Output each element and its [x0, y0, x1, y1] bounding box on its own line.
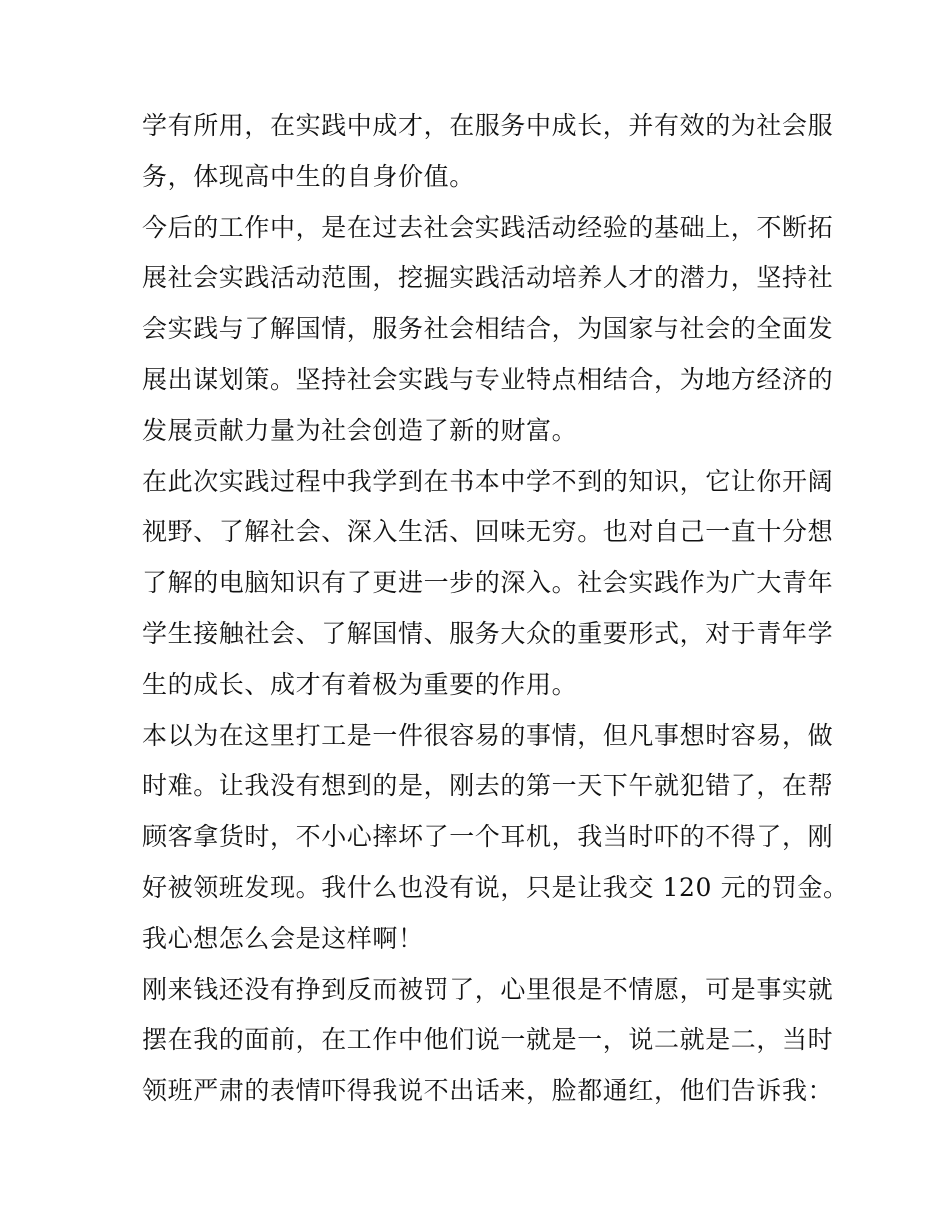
text-line: 本以为在这里打工是一件很容易的事情，但凡事想时容易，做: [142, 720, 834, 750]
text-line: 发展贡献力量为社会创造了新的财富。: [142, 415, 578, 445]
text-line: 刚来钱还没有挣到反而被罚了，心里很是不情愿，可是事实就: [142, 974, 834, 1004]
body-text: [142, 101, 849, 1117]
text-line: 了解的电脑知识有了更进一步的深入。社会实践作为广大青年: [142, 568, 834, 598]
text-line: 时难。让我没有想到的是，刚去的第一天下午就犯错了，在帮: [142, 771, 834, 801]
text-line: 领班严肃的表情吓得我说不出话来，脸都通红，他们告诉我：: [142, 1076, 834, 1106]
text-line: 生的成长、成才有着极为重要的作用。: [142, 669, 578, 699]
text-line: 会实践与了解国情，服务社会相结合，为国家与社会的全面发: [142, 314, 834, 344]
text-line: 顾客拿货时，不小心摔坏了一个耳机，我当时吓的不得了，刚: [142, 822, 834, 852]
text-line: 展社会实践活动范围，挖掘实践活动培养人才的潜力，坚持社: [142, 263, 834, 293]
text-line: 我心想怎么会是这样啊！: [142, 923, 424, 953]
text-line: 学有所用，在实践中成才，在服务中成长，并有效的为社会服: [142, 111, 834, 140]
text-line: 摆在我的面前，在工作中他们说一就是一，说二就是二，当时: [142, 1025, 834, 1055]
text-line: 学生接触社会、了解国情、服务大众的重要形式，对于青年学: [142, 618, 834, 648]
text-line: 视野、了解社会、深入生活、回味无穷。也对自己一直十分想: [142, 517, 834, 547]
text-line: 务，体现高中生的自身价值。: [142, 161, 475, 191]
text-line: 展出谋划策。坚持社会实践与专业特点相结合，为地方经济的: [142, 364, 834, 394]
text-line: 好被领班发现。我什么也没有说，只是让我交 120 元的罚金。: [142, 872, 849, 902]
text-line: 今后的工作中，是在过去社会实践活动经验的基础上，不断拓: [142, 212, 834, 242]
text-line: 在此次实践过程中我学到在书本中学不到的知识，它让你开阔: [142, 466, 834, 496]
